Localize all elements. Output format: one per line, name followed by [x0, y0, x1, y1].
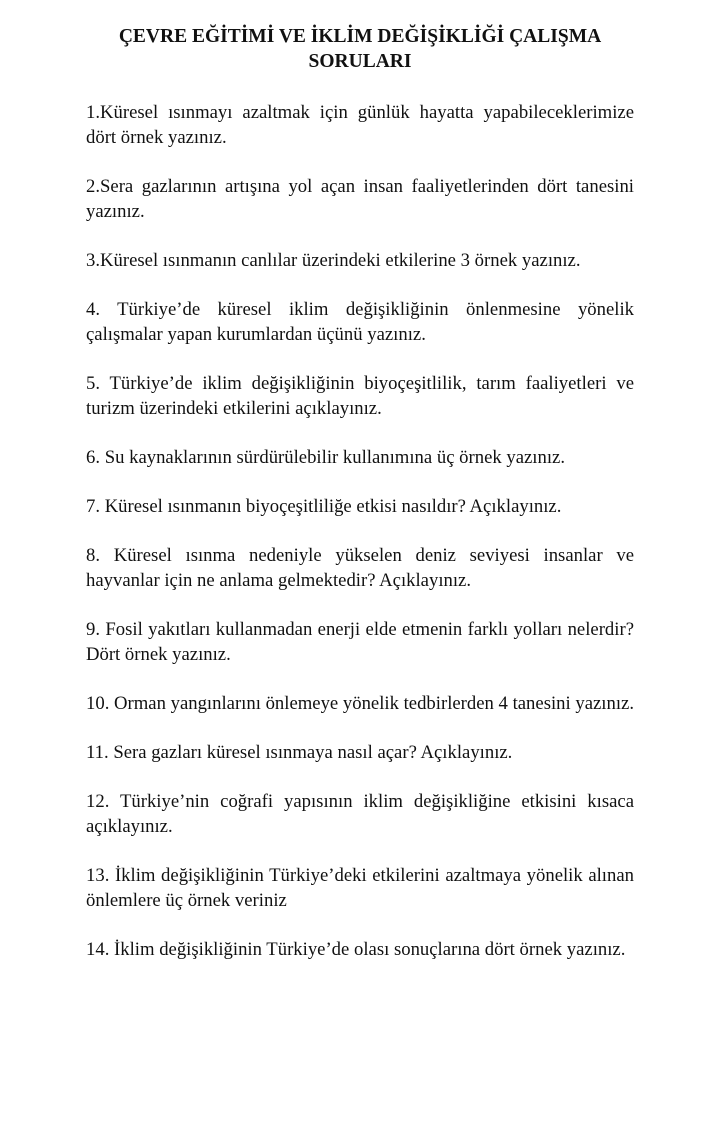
question-8: 8. Küresel ısınma nedeniyle yükselen deniz seviyesi insanlar ve hayvanlar için ne anlama gelmektedir? Açıklayınız.	[86, 545, 634, 591]
question-11: 11. Sera gazları küresel ısınmaya nasıl açar? Açıklayınız.	[86, 742, 513, 763]
question-4: 4. Türkiye’de küresel iklim değişikliğinin önlenmesine yönelik çalışmalar yapan kurumlardan üçünü yazınız.	[86, 299, 634, 345]
question-6: 6. Su kaynaklarının sürdürülebilir kullanımına üç örnek yazınız.	[86, 447, 566, 468]
question-3: 3.Küresel ısınmanın canlılar üzerindeki etkilerine 3 örnek yazınız.	[86, 250, 581, 271]
question-10: 10. Orman yangınlarını önlemeye yönelik tedbirlerden 4 tanesini yazınız.	[86, 693, 634, 714]
document-title-line-2: SORULARI	[308, 51, 412, 72]
question-13: 13. İklim değişikliğinin Türkiye’deki etkilerini azaltmaya yönelik alınan önlemlere üç örnek veriniz	[86, 865, 634, 911]
question-list	[86, 100, 634, 986]
document-title-line-1: ÇEVRE EĞİTİMİ VE İKLİM DEĞİŞİKLİĞİ ÇALIŞMA	[118, 26, 602, 47]
question-9: 9. Fosil yakıtları kullanmadan enerji elde etmenin farklı yolları nelerdir? Dört örnek yazınız.	[86, 619, 634, 665]
question-7: 7. Küresel ısınmanın biyoçeşitliliğe etkisi nasıldır? Açıklayınız.	[86, 496, 562, 517]
question-12: 12. Türkiye’nin coğrafi yapısının iklim değişikliğine etkisini kısaca açıklayınız.	[86, 791, 634, 837]
question-5: 5. Türkiye’de iklim değişikliğinin biyoçeşitlilik, tarım faaliyetleri ve turizm üzerindeki etkilerini açıklayınız.	[86, 373, 634, 419]
question-1: 1.Küresel ısınmayı azaltmak için günlük hayatta yapabileceklerimize dört örnek yazınız.	[86, 102, 634, 148]
question-14: 14. İklim değişikliğinin Türkiye’de olası sonuçlarına dört örnek yazınız.	[86, 939, 626, 960]
document-title	[80, 24, 640, 74]
question-2: 2.Sera gazlarının artışına yol açan insan faaliyetlerinden dört tanesini yazınız.	[86, 176, 634, 222]
